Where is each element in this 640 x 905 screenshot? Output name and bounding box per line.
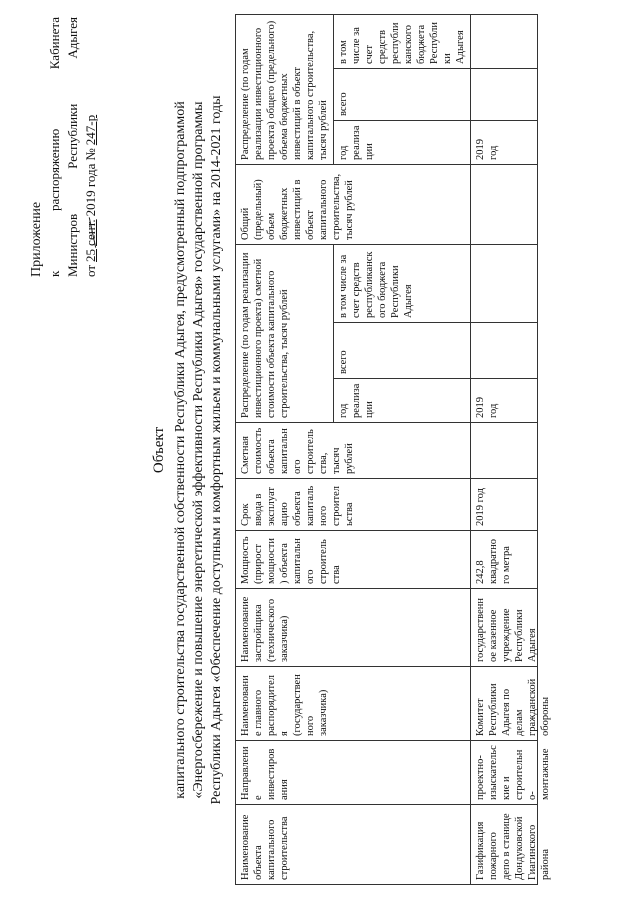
cell-developer-text: государственное казенное учреждение Республики Адыгея bbox=[475, 598, 538, 662]
heading-title: Объект bbox=[151, 426, 167, 474]
subheader-total-2: всего bbox=[334, 68, 471, 120]
header-object-name: Наименование объекта капитального строительства bbox=[236, 805, 471, 885]
date-month: сент. bbox=[83, 219, 98, 246]
appendix-order: распоряжению bbox=[47, 128, 62, 212]
heading-line-1: капитального строительства государственной собственности Республики Адыгея, предусмотренный подпрограммой bbox=[173, 101, 188, 799]
header-investment-total: Общий (предельный) объем бюджетных инвестиций в объект капитального строительства, тысяч рублей bbox=[236, 164, 471, 244]
document-heading bbox=[150, 35, 226, 865]
header-estimate-distribution: Распределение (по годам реализации инвестиционного проекта) сметной стоимости объекта капитального строительства, тысяч рублей bbox=[236, 244, 334, 422]
appendix-line-3 bbox=[64, 17, 82, 277]
appendix-ministers: Министров bbox=[65, 213, 80, 277]
subheader-incl-2: в том числе за счет средств республиканского бюджета Республики Адыгея bbox=[334, 14, 471, 68]
heading-line-3: Республики Адыгея «Обеспечение доступным и комфортным жильем и коммунальными услугами» на 2014-2021 годы bbox=[209, 95, 224, 805]
cell-capacity bbox=[471, 531, 538, 589]
cell-year-2 bbox=[471, 120, 538, 164]
cell-deadline bbox=[471, 479, 538, 531]
table-row bbox=[471, 14, 538, 884]
cell-year-1-text: 2019 год bbox=[475, 397, 499, 418]
number-sign: № bbox=[83, 148, 98, 161]
appendix-adygea: Адыгея bbox=[65, 17, 80, 59]
object-table bbox=[235, 14, 551, 885]
subheader-year-2: год реализации bbox=[334, 120, 471, 164]
appendix-republic: Республики bbox=[65, 103, 80, 169]
cell-incl-2 bbox=[471, 14, 538, 68]
appendix-cabinet: Кабинета bbox=[47, 17, 62, 70]
subheader-year-1: год реализации bbox=[334, 379, 471, 423]
header-row-1 bbox=[236, 14, 334, 884]
header-capacity: Мощность (прирост мощности) объекта капитального строительства bbox=[236, 531, 471, 589]
appendix-title: Приложение bbox=[29, 201, 44, 277]
order-number: 247-р bbox=[83, 114, 98, 146]
cell-manager bbox=[471, 667, 551, 741]
header-investment-distribution: Распределение (по годам реализации инвестиционного проекта) общего (предельного) объема бюджетных инвестиций в объект капитального строительства, тысяч рублей bbox=[236, 14, 334, 164]
date-day: 25 bbox=[83, 248, 98, 262]
cell-total-1 bbox=[471, 323, 538, 379]
cell-manager-text: Комитет Республики Адыгея по делам гражданской обороны bbox=[475, 678, 551, 736]
cell-capacity-text: 242,8 квадратного метра bbox=[475, 538, 512, 584]
cell-object-name bbox=[471, 805, 551, 885]
header-developer: Наименование застройщика (технического заказчика) bbox=[236, 589, 471, 667]
cell-object-name-text: Газификация пожарного депо в станице Дондуковской Гиагинского района bbox=[475, 813, 551, 880]
appendix-date-line bbox=[82, 17, 100, 277]
cell-incl-1 bbox=[471, 244, 538, 322]
heading-line-2: «Энергосбережение и повышение энергетической эффективности Республики Адыгея» государственной программы bbox=[191, 101, 206, 799]
date-prefix: от bbox=[83, 264, 98, 277]
appendix-block bbox=[28, 17, 100, 277]
cell-direction bbox=[471, 741, 551, 805]
cell-deadline-text: 2019 год bbox=[475, 488, 486, 526]
cell-total-2 bbox=[471, 68, 538, 120]
cell-developer bbox=[471, 589, 538, 667]
header-estimate: Сметная стоимость объекта капитального строительства, тысяч рублей bbox=[236, 423, 471, 479]
appendix-line-2 bbox=[46, 17, 64, 277]
cell-estimate bbox=[471, 423, 538, 479]
header-deadline: Срок ввода в эксплуатацию объекта капитального строительства bbox=[236, 479, 471, 531]
cell-direction-text: проектно-изыскательские и строительно-монтажные bbox=[475, 745, 551, 800]
appendix-k: к bbox=[47, 270, 62, 277]
cell-year-2-text: 2019 год bbox=[475, 138, 499, 160]
date-year: 2019 года bbox=[83, 163, 98, 217]
subheader-incl-1: в том числе за счет средств республиканского бюджета Республики Адыгея bbox=[334, 244, 471, 322]
cell-investment bbox=[471, 164, 538, 244]
header-manager: Наименование главного распорядителя (государственного заказчика) bbox=[236, 667, 471, 741]
subheader-total-1: всего bbox=[334, 323, 471, 379]
header-direction: Направление инвестирования bbox=[236, 741, 471, 805]
cell-year-1 bbox=[471, 379, 538, 423]
